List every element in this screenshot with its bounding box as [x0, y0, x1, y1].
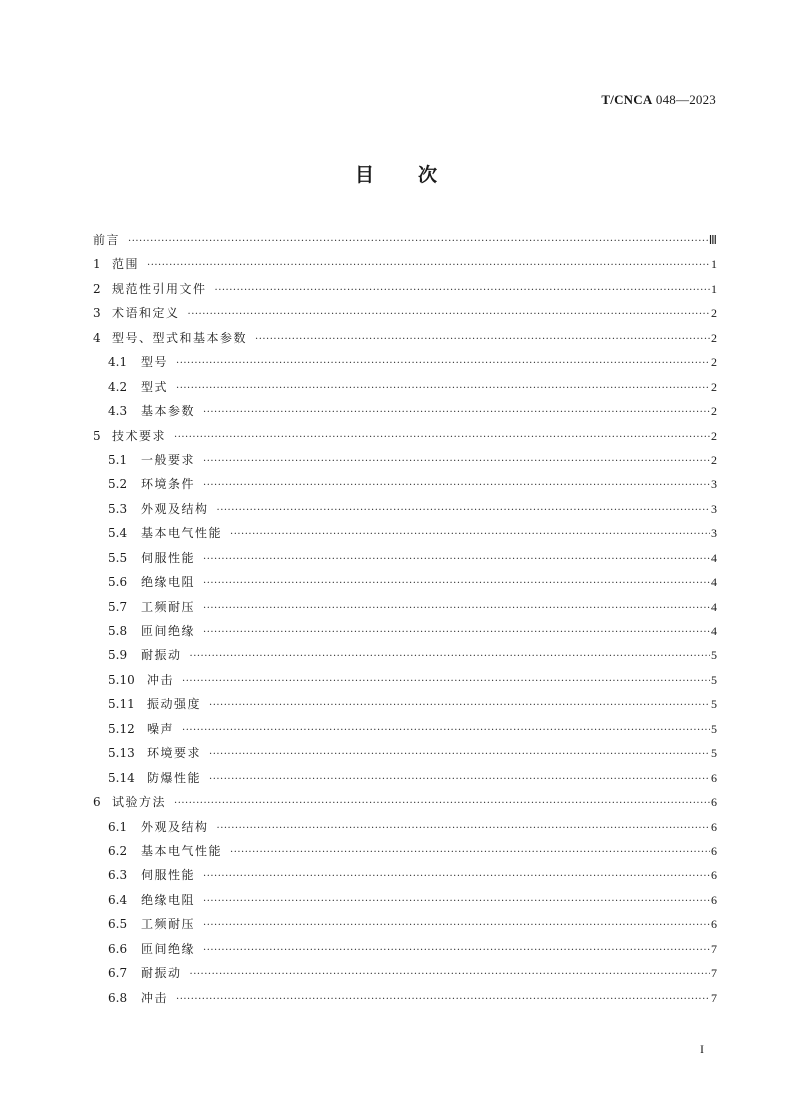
toc-dot-leader: [188, 303, 710, 327]
toc-entry[interactable]: [93, 570, 717, 594]
toc-dot-leader: [203, 621, 710, 645]
toc-entry[interactable]: [93, 399, 717, 423]
toc-entry-page: 4: [711, 624, 717, 638]
toc-entry-label: 规范性引用文件: [112, 281, 207, 296]
toc-entry[interactable]: [93, 741, 717, 765]
toc-entry-page: 4: [711, 550, 717, 565]
table-of-contents: [93, 228, 717, 1010]
toc-entry-label: 试验方法: [112, 795, 167, 810]
toc-entry-label: 术语和定义: [112, 306, 180, 321]
toc-entry-label: 外观及结构: [141, 819, 209, 834]
title-part-1: 目: [354, 164, 374, 186]
toc-entry-number: 4.2: [108, 379, 128, 394]
toc-entry-label: 防爆性能: [147, 770, 202, 785]
toc-entry-number: 2: [93, 281, 101, 296]
toc-entry-number: 5.14: [108, 770, 135, 785]
toc-entry[interactable]: [93, 448, 717, 472]
toc-entry-number: 5.9: [108, 648, 128, 663]
toc-entry-page: 6: [711, 892, 717, 907]
toc-entry-label: 外观及结构: [141, 501, 209, 516]
toc-entry-label: 型式: [141, 379, 169, 394]
toc-entry-label: 范围: [112, 257, 140, 272]
toc-entry-label: 冲击: [147, 672, 175, 687]
toc-entry-number: 4.3: [108, 404, 128, 419]
toc-dot-leader: [203, 548, 710, 572]
toc-entry[interactable]: [93, 888, 717, 912]
toc-dot-leader: [209, 743, 710, 767]
toc-entry-page: 7: [711, 990, 717, 1005]
toc-dot-leader: [203, 597, 710, 621]
toc-entry-label: 基本电气性能: [141, 526, 223, 541]
toc-entry-page: 5: [711, 648, 717, 663]
toc-dot-leader: [217, 817, 710, 841]
toc-entry-number: 5.1: [108, 452, 128, 467]
toc-entry-number: 6.3: [108, 868, 128, 883]
toc-entry[interactable]: [93, 472, 717, 496]
toc-entry[interactable]: [93, 839, 717, 863]
toc-entry[interactable]: [93, 937, 717, 961]
toc-entry[interactable]: [93, 252, 717, 276]
toc-entry-page: 6: [711, 795, 717, 810]
toc-dot-leader: [230, 523, 710, 547]
toc-entry-page: Ⅲ: [708, 233, 717, 247]
toc-entry-page: 6: [711, 917, 717, 932]
toc-entry-label: 基本电气性能: [141, 843, 223, 858]
toc-entry-page: 2: [711, 306, 717, 321]
page-title: [0, 160, 792, 187]
toc-entry-number: 6.6: [108, 941, 128, 956]
standard-code: [601, 92, 716, 108]
toc-entry-label: 伺服性能: [141, 550, 196, 565]
toc-entry[interactable]: [93, 277, 717, 301]
toc-entry-page: 2: [711, 452, 717, 467]
toc-dot-leader: [203, 474, 710, 498]
toc-entry-number: 6.7: [108, 966, 128, 981]
toc-entry[interactable]: [93, 521, 717, 545]
toc-entry[interactable]: [93, 424, 717, 448]
toc-entry-page: 7: [711, 966, 717, 981]
toc-dot-leader: [209, 694, 710, 718]
toc-entry-page: 6: [711, 770, 717, 785]
toc-entry-page: 5: [711, 697, 717, 712]
toc-entry-number: 5: [93, 428, 101, 443]
toc-dot-leader: [190, 963, 710, 987]
toc-entry-label: 型号: [141, 355, 169, 370]
toc-dot-leader: [217, 499, 710, 523]
toc-entry-page: 4: [711, 575, 717, 590]
toc-entry[interactable]: [93, 643, 717, 667]
toc-entry-label: 绝缘电阻: [141, 575, 196, 590]
toc-entry-label: 基本参数: [141, 404, 196, 419]
toc-entry-number: 5.7: [108, 599, 128, 614]
toc-entry-label: 冲击: [141, 990, 169, 1005]
toc-entry-page: 3: [711, 526, 717, 541]
toc-entry[interactable]: [93, 863, 717, 887]
toc-entry-number: 5.2: [108, 477, 128, 492]
footer-page-number: I: [700, 1042, 704, 1056]
toc-dot-leader: [182, 670, 710, 694]
toc-entry-page: 2: [711, 330, 717, 345]
toc-dot-leader: [203, 572, 710, 596]
toc-entry-number: 4.1: [108, 355, 128, 370]
toc-entry[interactable]: [93, 790, 717, 814]
toc-dot-leader: [174, 792, 710, 816]
toc-entry-number: 6: [93, 795, 101, 810]
toc-dot-leader: [203, 890, 710, 914]
toc-entry[interactable]: [93, 912, 717, 936]
toc-dot-leader: [230, 841, 710, 865]
toc-entry[interactable]: [93, 815, 717, 839]
toc-entry-number: 5.3: [108, 501, 128, 516]
toc-entry-number: 5.13: [108, 746, 135, 761]
standard-prefix: T/CNCA: [601, 92, 653, 107]
toc-entry-label: 振动强度: [147, 697, 202, 712]
toc-entry-label: 工频耐压: [141, 599, 196, 614]
toc-entry[interactable]: [93, 619, 717, 643]
toc-entry-page: 3: [711, 477, 717, 492]
toc-entry[interactable]: [93, 497, 717, 521]
toc-entry-page: 6: [711, 843, 717, 858]
toc-dot-leader: [176, 988, 710, 1012]
toc-entry-number: 5.4: [108, 526, 128, 541]
toc-entry-page: 1: [711, 257, 717, 272]
toc-entry-page: 7: [711, 941, 717, 956]
toc-entry[interactable]: [93, 375, 717, 399]
toc-entry[interactable]: [93, 326, 717, 350]
toc-entry-number: 1: [93, 257, 101, 272]
toc-entry-number: 5.12: [108, 721, 135, 736]
toc-entry-label: 前言: [93, 233, 121, 247]
toc-entry[interactable]: [93, 668, 717, 692]
toc-entry[interactable]: [93, 986, 717, 1010]
toc-entry[interactable]: [93, 546, 717, 570]
toc-entry-page: 2: [711, 355, 717, 370]
toc-entry-label: 环境要求: [147, 746, 202, 761]
toc-entry-page: 2: [711, 404, 717, 419]
toc-entry-label: 环境条件: [141, 477, 196, 492]
toc-dot-leader: [203, 450, 710, 474]
toc-entry-label: 型号、型式和基本参数: [112, 330, 248, 345]
toc-entry-number: 6.2: [108, 843, 128, 858]
toc-entry-label: 耐振动: [141, 966, 182, 981]
toc-entry-label: 匝间绝缘: [141, 941, 196, 956]
toc-dot-leader: [174, 426, 710, 450]
toc-entry-page: 5: [711, 746, 717, 761]
toc-entry-page: 6: [711, 868, 717, 883]
toc-dot-leader: [203, 865, 710, 889]
toc-entry-number: 5.5: [108, 550, 128, 565]
toc-dot-leader: [255, 328, 710, 352]
toc-entry-label: 匝间绝缘: [141, 624, 196, 638]
toc-dot-leader: [176, 377, 710, 401]
toc-entry-label: 工频耐压: [141, 917, 196, 932]
toc-entry-number: 6.8: [108, 990, 128, 1005]
toc-entry-number: 3: [93, 306, 101, 321]
toc-entry-label: 耐振动: [141, 648, 182, 663]
toc-entry[interactable]: [93, 717, 717, 741]
toc-entry-number: 4: [93, 330, 101, 345]
toc-entry[interactable]: [93, 228, 717, 252]
toc-dot-leader: [147, 254, 710, 278]
toc-entry-page: 3: [711, 501, 717, 516]
toc-entry-number: 6.5: [108, 917, 128, 932]
toc-dot-leader: [176, 352, 710, 376]
toc-entry-label: 绝缘电阻: [141, 892, 196, 907]
toc-dot-leader: [203, 914, 710, 938]
toc-dot-leader: [209, 768, 710, 792]
toc-dot-leader: [203, 401, 710, 425]
toc-entry-page: 5: [711, 672, 717, 687]
toc-entry-label: 伺服性能: [141, 868, 196, 883]
toc-dot-leader: [128, 230, 708, 254]
toc-entry[interactable]: [93, 301, 717, 325]
toc-entry[interactable]: [93, 595, 717, 619]
toc-entry[interactable]: [93, 961, 717, 985]
toc-entry[interactable]: [93, 350, 717, 374]
toc-entry[interactable]: [93, 692, 717, 716]
toc-dot-leader: [215, 279, 710, 303]
title-part-2: 次: [418, 164, 438, 186]
toc-entry-number: 5.11: [108, 697, 135, 712]
toc-dot-leader: [190, 645, 710, 669]
toc-entry-page: 2: [711, 428, 717, 443]
toc-entry-number: 6.1: [108, 819, 128, 834]
toc-entry-number: 5.10: [108, 672, 135, 687]
toc-entry-number: 5.8: [108, 624, 128, 638]
toc-entry-page: 4: [711, 599, 717, 614]
toc-entry-number: 5.6: [108, 575, 128, 590]
toc-dot-leader: [182, 719, 710, 743]
toc-entry-label: 噪声: [147, 721, 175, 736]
toc-entry-page: 2: [711, 379, 717, 394]
toc-entry-number: 6.4: [108, 892, 128, 907]
toc-entry-page: 1: [711, 281, 717, 296]
toc-entry-page: 5: [711, 721, 717, 736]
toc-entry-label: 技术要求: [112, 428, 167, 443]
standard-number: 048—2023: [655, 92, 716, 107]
toc-entry-page: 6: [711, 819, 717, 834]
toc-entry[interactable]: [93, 766, 717, 790]
toc-entry-label: 一般要求: [141, 452, 196, 467]
toc-dot-leader: [203, 939, 710, 963]
